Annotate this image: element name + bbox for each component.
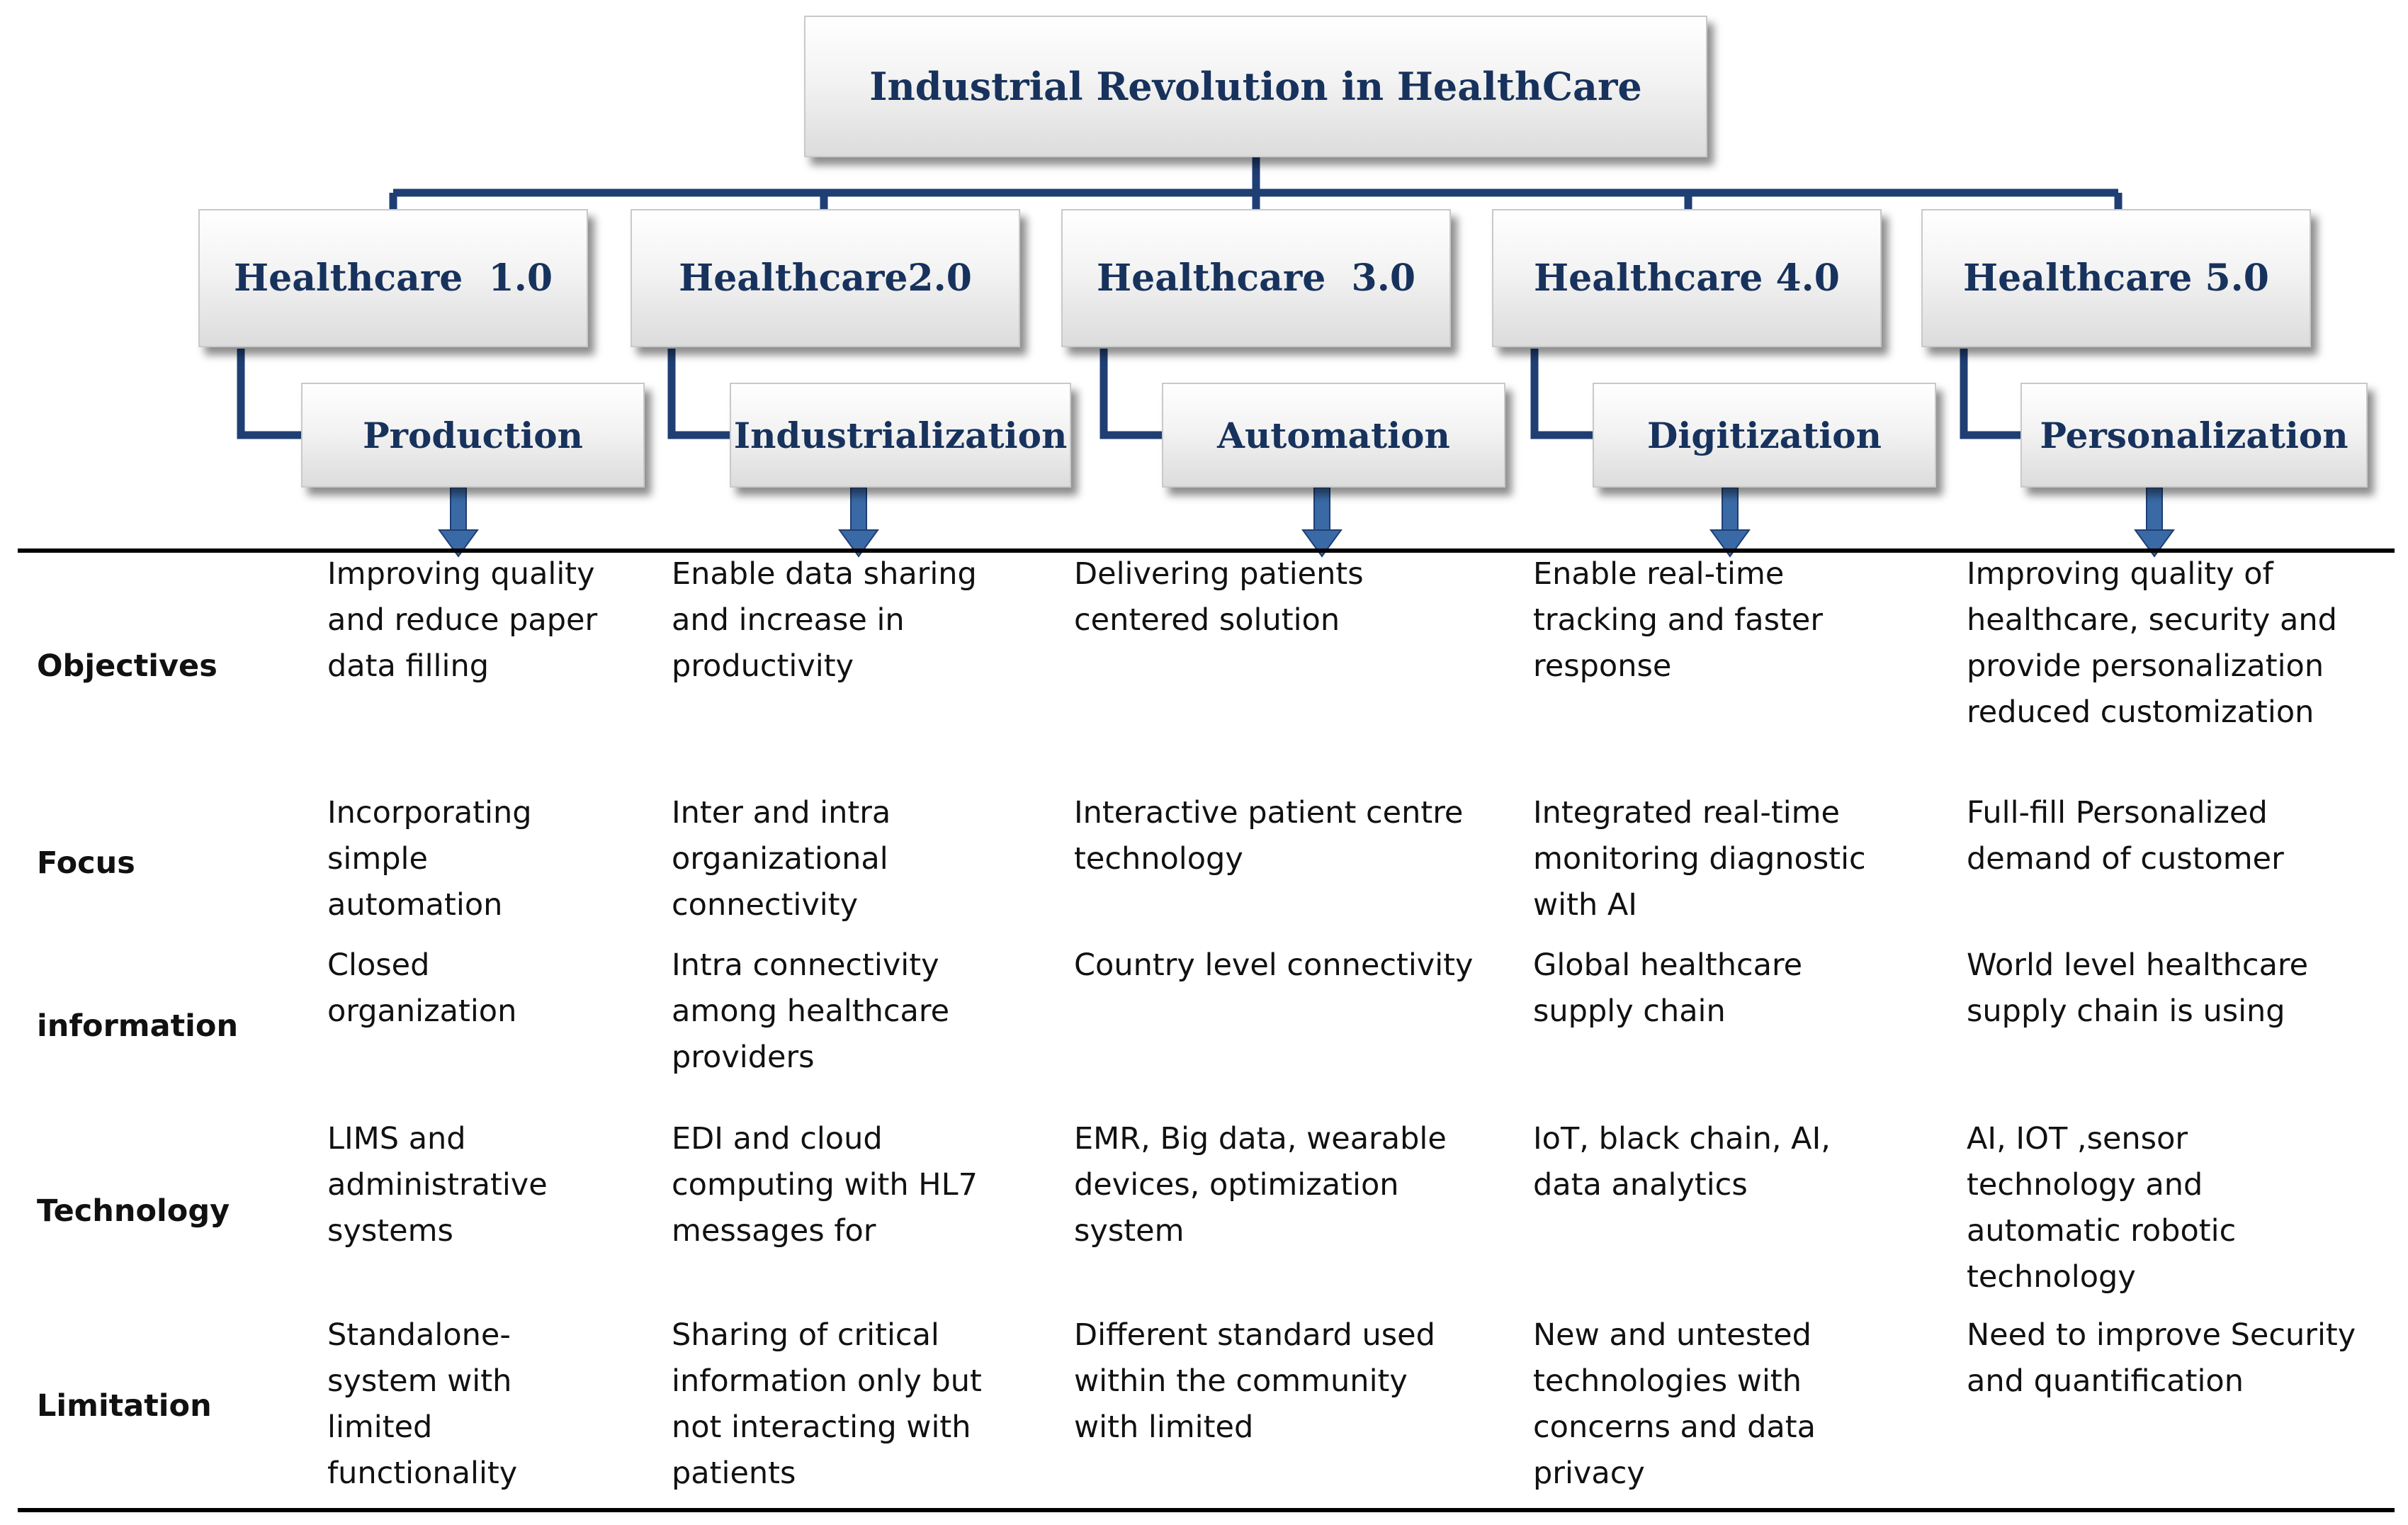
cell-information-hc5: World level healthcare supply chain is using [1967,947,2309,1029]
elbow-connector-5 [1964,349,2024,435]
healthcare-2-box [631,209,1020,347]
automation-label: Automation [1217,414,1450,456]
table-bottom-rule [18,1508,2395,1512]
row-label-information: information [37,1008,239,1044]
cell-objectives-hc2: Enable data sharing and increase in productivity [672,556,977,684]
diagram-title: Industrial Revolution in HealthCare [869,64,1642,109]
healthcare-1-box [198,209,588,347]
cell-technology-hc1: LIMS and administrative systems [327,1121,548,1249]
cell-objectives-hc1: Improving quality and reduce paper data filling [327,556,598,684]
healthcare-2-label: Healthcare2.0 [679,257,972,300]
cell-technology-hc5: AI, IOT ,sensor technology and automatic robotic technology [1967,1121,2237,1295]
down-arrow-3 [1303,488,1341,556]
down-arrow-1 [439,488,477,556]
cell-technology-hc3: EMR, Big data, wearable devices, optimization system [1074,1121,1447,1249]
cell-focus-hc5: Full-fill Personalized demand of customer [1967,795,2284,877]
cell-objectives-hc5: Improving quality of healthcare, security and provide personalization reduced customization [1967,556,2337,730]
row-label-technology: Technology [37,1193,230,1229]
personalization-label: Personalization [2040,414,2348,456]
cell-technology-hc2: EDI and cloud computing with HL7 messages for [672,1121,978,1249]
healthcare-4-box [1492,209,1882,347]
personalization-box [2020,383,2368,488]
cell-focus-hc4: Integrated real-time monitoring diagnostic with AI [1533,795,1866,923]
cell-objectives-hc3: Delivering patients centered solution [1074,556,1364,638]
healthcare-3-label: Healthcare 3.0 [1097,257,1415,300]
cell-limitation-hc4: New and untested technologies with concerns and data privacy [1533,1317,1816,1491]
production-label: Production [363,414,583,456]
cell-limitation-hc5: Need to improve Security and quantification [1967,1317,2356,1399]
healthcare-1-label: Healthcare 1.0 [234,257,553,300]
down-arrow-5 [2135,488,2174,556]
cell-information-hc1: Closed organization [327,947,517,1029]
elbow-connector-1 [241,349,301,435]
healthcare-5-box [1921,209,2311,347]
healthcare-5-label: Healthcare 5.0 [1963,257,2269,300]
digitization-label: Digitization [1647,414,1882,456]
cell-focus-hc2: Inter and intra organizational connectivity [672,795,891,923]
healthcare-4-label: Healthcare 4.0 [1534,257,1840,300]
cell-information-hc4: Global healthcare supply chain [1533,947,1803,1029]
cell-information-hc2: Intra connectivity among healthcare providers [672,947,950,1075]
elbow-connector-2 [672,349,732,435]
automation-box [1162,383,1505,488]
healthcare-3-box [1061,209,1451,347]
row-label-limitation: Limitation [37,1388,212,1424]
cell-technology-hc4: IoT, black chain, AI, data analytics [1533,1121,1831,1203]
cell-focus-hc3: Interactive patient centre technology [1074,795,1464,877]
elbow-connector-4 [1534,349,1595,435]
digitization-box [1593,383,1936,488]
title-box [804,16,1707,157]
row-label-objectives: Objectives [37,648,217,684]
down-arrow-2 [840,488,878,556]
cell-objectives-hc4: Enable real-time tracking and faster response [1533,556,1824,684]
cell-limitation-hc3: Different standard used within the community with limited [1074,1317,1435,1445]
cell-focus-hc1: Incorporating simple automation [327,795,532,923]
down-arrow-4 [1711,488,1749,556]
production-box [301,383,645,488]
cell-information-hc3: Country level connectivity [1074,947,1474,983]
elbow-connector-3 [1104,349,1164,435]
industrialization-label: Industrialization [733,414,1068,456]
cell-limitation-hc2: Sharing of critical information only but not interacting with patients [672,1317,982,1491]
row-label-focus: Focus [37,845,135,881]
industrialization-box [730,383,1071,488]
cell-limitation-hc1: Standalone- system with limited functionality [327,1317,518,1491]
